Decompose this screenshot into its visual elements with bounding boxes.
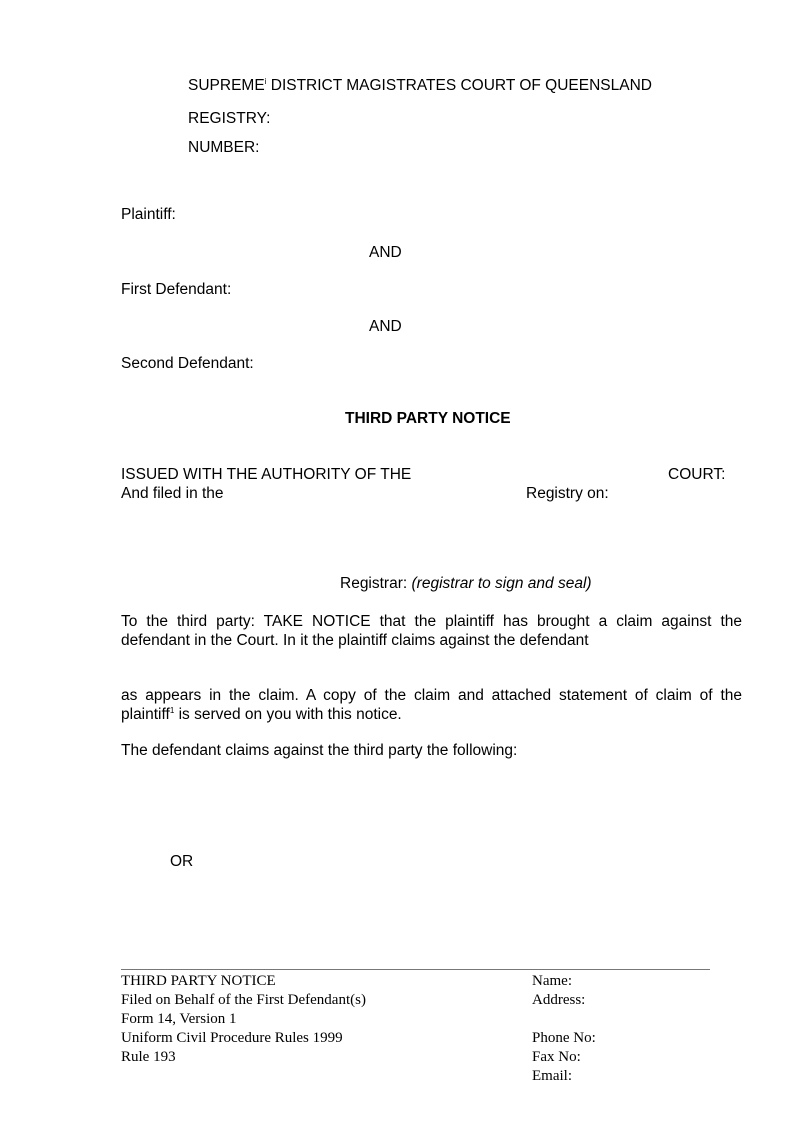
court-heading <box>188 77 652 96</box>
plaintiff-label: Plaintiff: <box>121 206 176 223</box>
court-name-rest: DISTRICT MAGISTRATES COURT OF QUEENSLAND <box>266 77 652 94</box>
filed-in-text: And filed in the <box>121 485 224 502</box>
footer-doc-title: THIRD PARTY NOTICE <box>121 973 276 989</box>
registrar-line <box>340 575 592 594</box>
footer-filed-on-behalf: Filed on Behalf of the First Defendant(s) <box>121 992 366 1008</box>
issued-authority-text: ISSUED WITH THE AUTHORITY OF THE <box>121 466 412 483</box>
footer-right <box>532 972 596 1086</box>
footer-spacer <box>532 1010 596 1029</box>
and-separator-1: AND <box>369 244 402 261</box>
registry-on-label: Registry on: <box>526 485 609 502</box>
claim-copy-text-a: as appears in the claim. A copy of the claim and attached statement of claim of the plaintiff <box>121 687 742 723</box>
footer-divider <box>121 969 710 970</box>
footer-form-version: Form 14, Version 1 <box>121 1011 237 1027</box>
defendant-claims-text: The defendant claims against the third party the following: <box>121 742 518 759</box>
footer-rule-number: Rule 193 <box>121 1049 176 1065</box>
claim-copy-paragraph <box>121 686 742 724</box>
registry-label: REGISTRY: <box>188 110 271 127</box>
claim-copy-text-b: is served on you with this notice. <box>174 706 402 723</box>
registrar-label: Registrar: <box>340 575 412 592</box>
notice-paragraph: To the third party: TAKE NOTICE that the plaintiff has brought a claim against the defendant in the Court. In it the plaintiff claims against the defendant <box>121 613 742 649</box>
and-separator-2: AND <box>369 318 402 335</box>
footer-left <box>121 972 366 1067</box>
footer-email-label: Email: <box>532 1068 572 1084</box>
footer-phone-label: Phone No: <box>532 1030 596 1046</box>
court-endnote-marker: i <box>264 76 267 86</box>
number-label: NUMBER: <box>188 139 260 156</box>
footer-fax-label: Fax No: <box>532 1049 581 1065</box>
or-label: OR <box>170 853 194 870</box>
court-label: COURT: <box>668 466 726 483</box>
footer-address-label: Address: <box>532 992 586 1008</box>
second-defendant-label: Second Defendant: <box>121 355 254 372</box>
document-title: THIRD PARTY NOTICE <box>345 410 511 427</box>
registrar-instruction: (registrar to sign and seal) <box>411 575 592 592</box>
first-defendant-label: First Defendant: <box>121 281 232 298</box>
footer-rules: Uniform Civil Procedure Rules 1999 <box>121 1030 343 1046</box>
footer-name-label: Name: <box>532 973 572 989</box>
court-supreme: SUPREME <box>188 77 265 94</box>
footnote-marker: 1 <box>169 705 175 715</box>
